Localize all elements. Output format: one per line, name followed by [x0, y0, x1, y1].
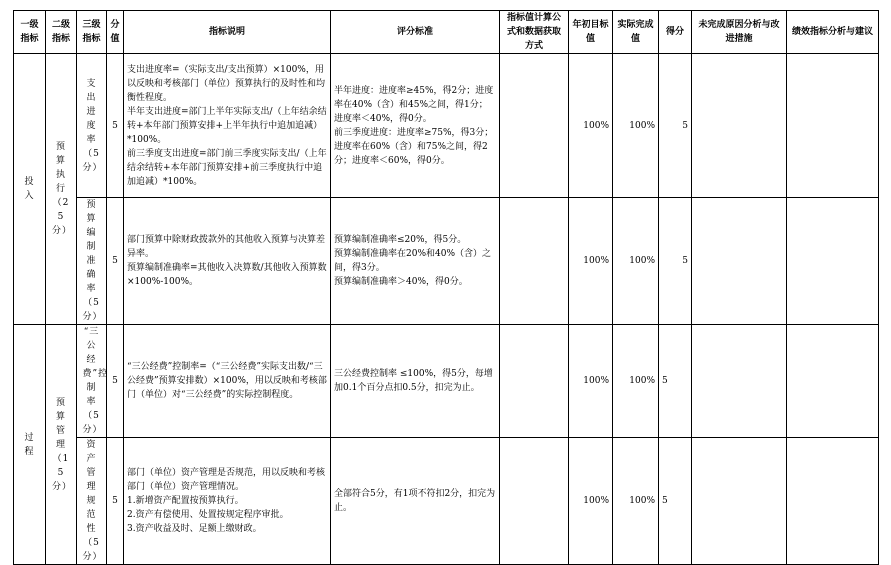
formula-cell — [500, 54, 569, 198]
actual-cell: 100% — [613, 54, 659, 198]
score-value-cell: 5 — [107, 325, 124, 438]
score-value-cell: 5 — [107, 198, 124, 325]
header-reason: 未完成原因分析与改进措施 — [692, 11, 787, 54]
score-cell: 5 — [659, 54, 692, 198]
score-cell: 5 — [659, 325, 692, 438]
header-actual: 实际完成值 — [613, 11, 659, 54]
header-level3: 三级指标 — [77, 11, 107, 54]
actual-cell: 100% — [613, 198, 659, 325]
description-cell: “三公经费”控制率=（“三公经费”实际支出数/“三公经费”预算安排数）×100%，用以反映和考核部门（单位）对“三公经费”的实际控制程度。 — [124, 325, 331, 438]
header-level2: 二级指标 — [46, 11, 77, 54]
score-cell: 5 — [659, 198, 692, 325]
level3-label: 支出进度率（5分） — [82, 78, 103, 173]
annual-target-cell: 100% — [569, 54, 613, 198]
header-annual-target: 年初目标值 — [569, 11, 613, 54]
reason-cell — [692, 198, 787, 325]
suggestion-cell — [787, 325, 879, 438]
header-row — [14, 11, 879, 54]
header-level1: 一级指标 — [14, 11, 46, 54]
level2-cell — [46, 325, 77, 565]
criteria-cell: 预算编制准确率≤20%，得5分。 预算编制准确率在20%和40%（含）之间，得3分。 预算编制准确率＞40%，得0分。 — [331, 198, 500, 325]
level1-cell — [14, 325, 46, 565]
criteria-cell: 全部符合5分，有1项不符扣2分，扣完为止。 — [331, 438, 500, 565]
description-cell: 部门（单位）资产管理是否规范，用以反映和考核部门（单位）资产管理情况。 1.新增资产配置按预算执行。 2.资产有偿使用、处置按规定程序审批。 3.资产收益及时、足额上缴财政。 — [124, 438, 331, 565]
level3-label: “三公经费”控制率（5分） — [82, 327, 109, 435]
level2-cell — [46, 54, 77, 325]
header-score: 得分 — [659, 11, 692, 54]
level1-label: 投入 — [24, 177, 35, 201]
reason-cell — [692, 325, 787, 438]
annual-target-cell: 100% — [569, 198, 613, 325]
level3-label: 资产管理规范性（5分） — [82, 440, 103, 562]
level2-label: 预算管理（15分） — [52, 397, 73, 492]
formula-cell — [500, 198, 569, 325]
annual-target-cell: 100% — [569, 438, 613, 565]
header-criteria: 评分标准 — [331, 11, 500, 54]
criteria-cell: 三公经费控制率 ≤100%，得5分，每增加0.1个百分点扣0.5分，扣完为止。 — [331, 325, 500, 438]
header-suggestion: 绩效指标分析与建议 — [787, 11, 879, 54]
suggestion-cell — [787, 198, 879, 325]
score-value-cell: 5 — [107, 54, 124, 198]
level1-cell — [14, 54, 46, 325]
description-cell: 支出进度率=（实际支出/支出预算）×100%，用以反映和考核部门（单位）预算执行的及时性和均衡性程度。 半年支出进度=部门上半年实际支出/（上年结余结转+本年部门预算安排+上半年执行中追加追减）*100%。 前三季度支出进度=部门前三季度实际支出/（上年结余结转+本年部门预算安排+前三季度执行中追加追减）*100%。 — [124, 54, 331, 198]
description-cell: 部门预算中除财政拨款外的其他收入预算与决算差异率。 预算编制准确率=其他收入决算数/其他收入预算数×100%-100%。 — [124, 198, 331, 325]
level1-label: 过程 — [24, 432, 35, 457]
criteria-cell: 半年进度：进度率≥45%，得2分；进度率在40%（含）和45%之间，得1分；进度率＜40%，得0分。 前三季度进度：进度率≥75%，得3分；进度率在60%（含）和75%之间，得2分；进度率＜60%，得0分。 — [331, 54, 500, 198]
formula-cell — [500, 438, 569, 565]
level2-label: 预算执行（25分） — [52, 142, 73, 236]
performance-table — [13, 10, 879, 565]
level3-cell — [77, 325, 107, 438]
suggestion-cell — [787, 438, 879, 565]
header-formula: 指标值计算公式和数据获取方式 — [500, 11, 569, 54]
table-row — [14, 325, 879, 438]
formula-cell — [500, 325, 569, 438]
score-value-cell: 5 — [107, 438, 124, 565]
level3-cell — [77, 198, 107, 325]
actual-cell: 100% — [613, 325, 659, 438]
table-row — [14, 438, 879, 565]
level3-cell — [77, 54, 107, 198]
table-row — [14, 54, 879, 198]
reason-cell — [692, 54, 787, 198]
header-description: 指标说明 — [124, 11, 331, 54]
suggestion-cell — [787, 54, 879, 198]
annual-target-cell: 100% — [569, 325, 613, 438]
table-row — [14, 198, 879, 325]
header-score-value: 分值 — [107, 11, 124, 54]
level3-cell — [77, 438, 107, 565]
level3-label: 预算编制准确率（5分） — [82, 200, 103, 322]
actual-cell: 100% — [613, 438, 659, 565]
reason-cell — [692, 438, 787, 565]
score-cell: 5 — [659, 438, 692, 565]
